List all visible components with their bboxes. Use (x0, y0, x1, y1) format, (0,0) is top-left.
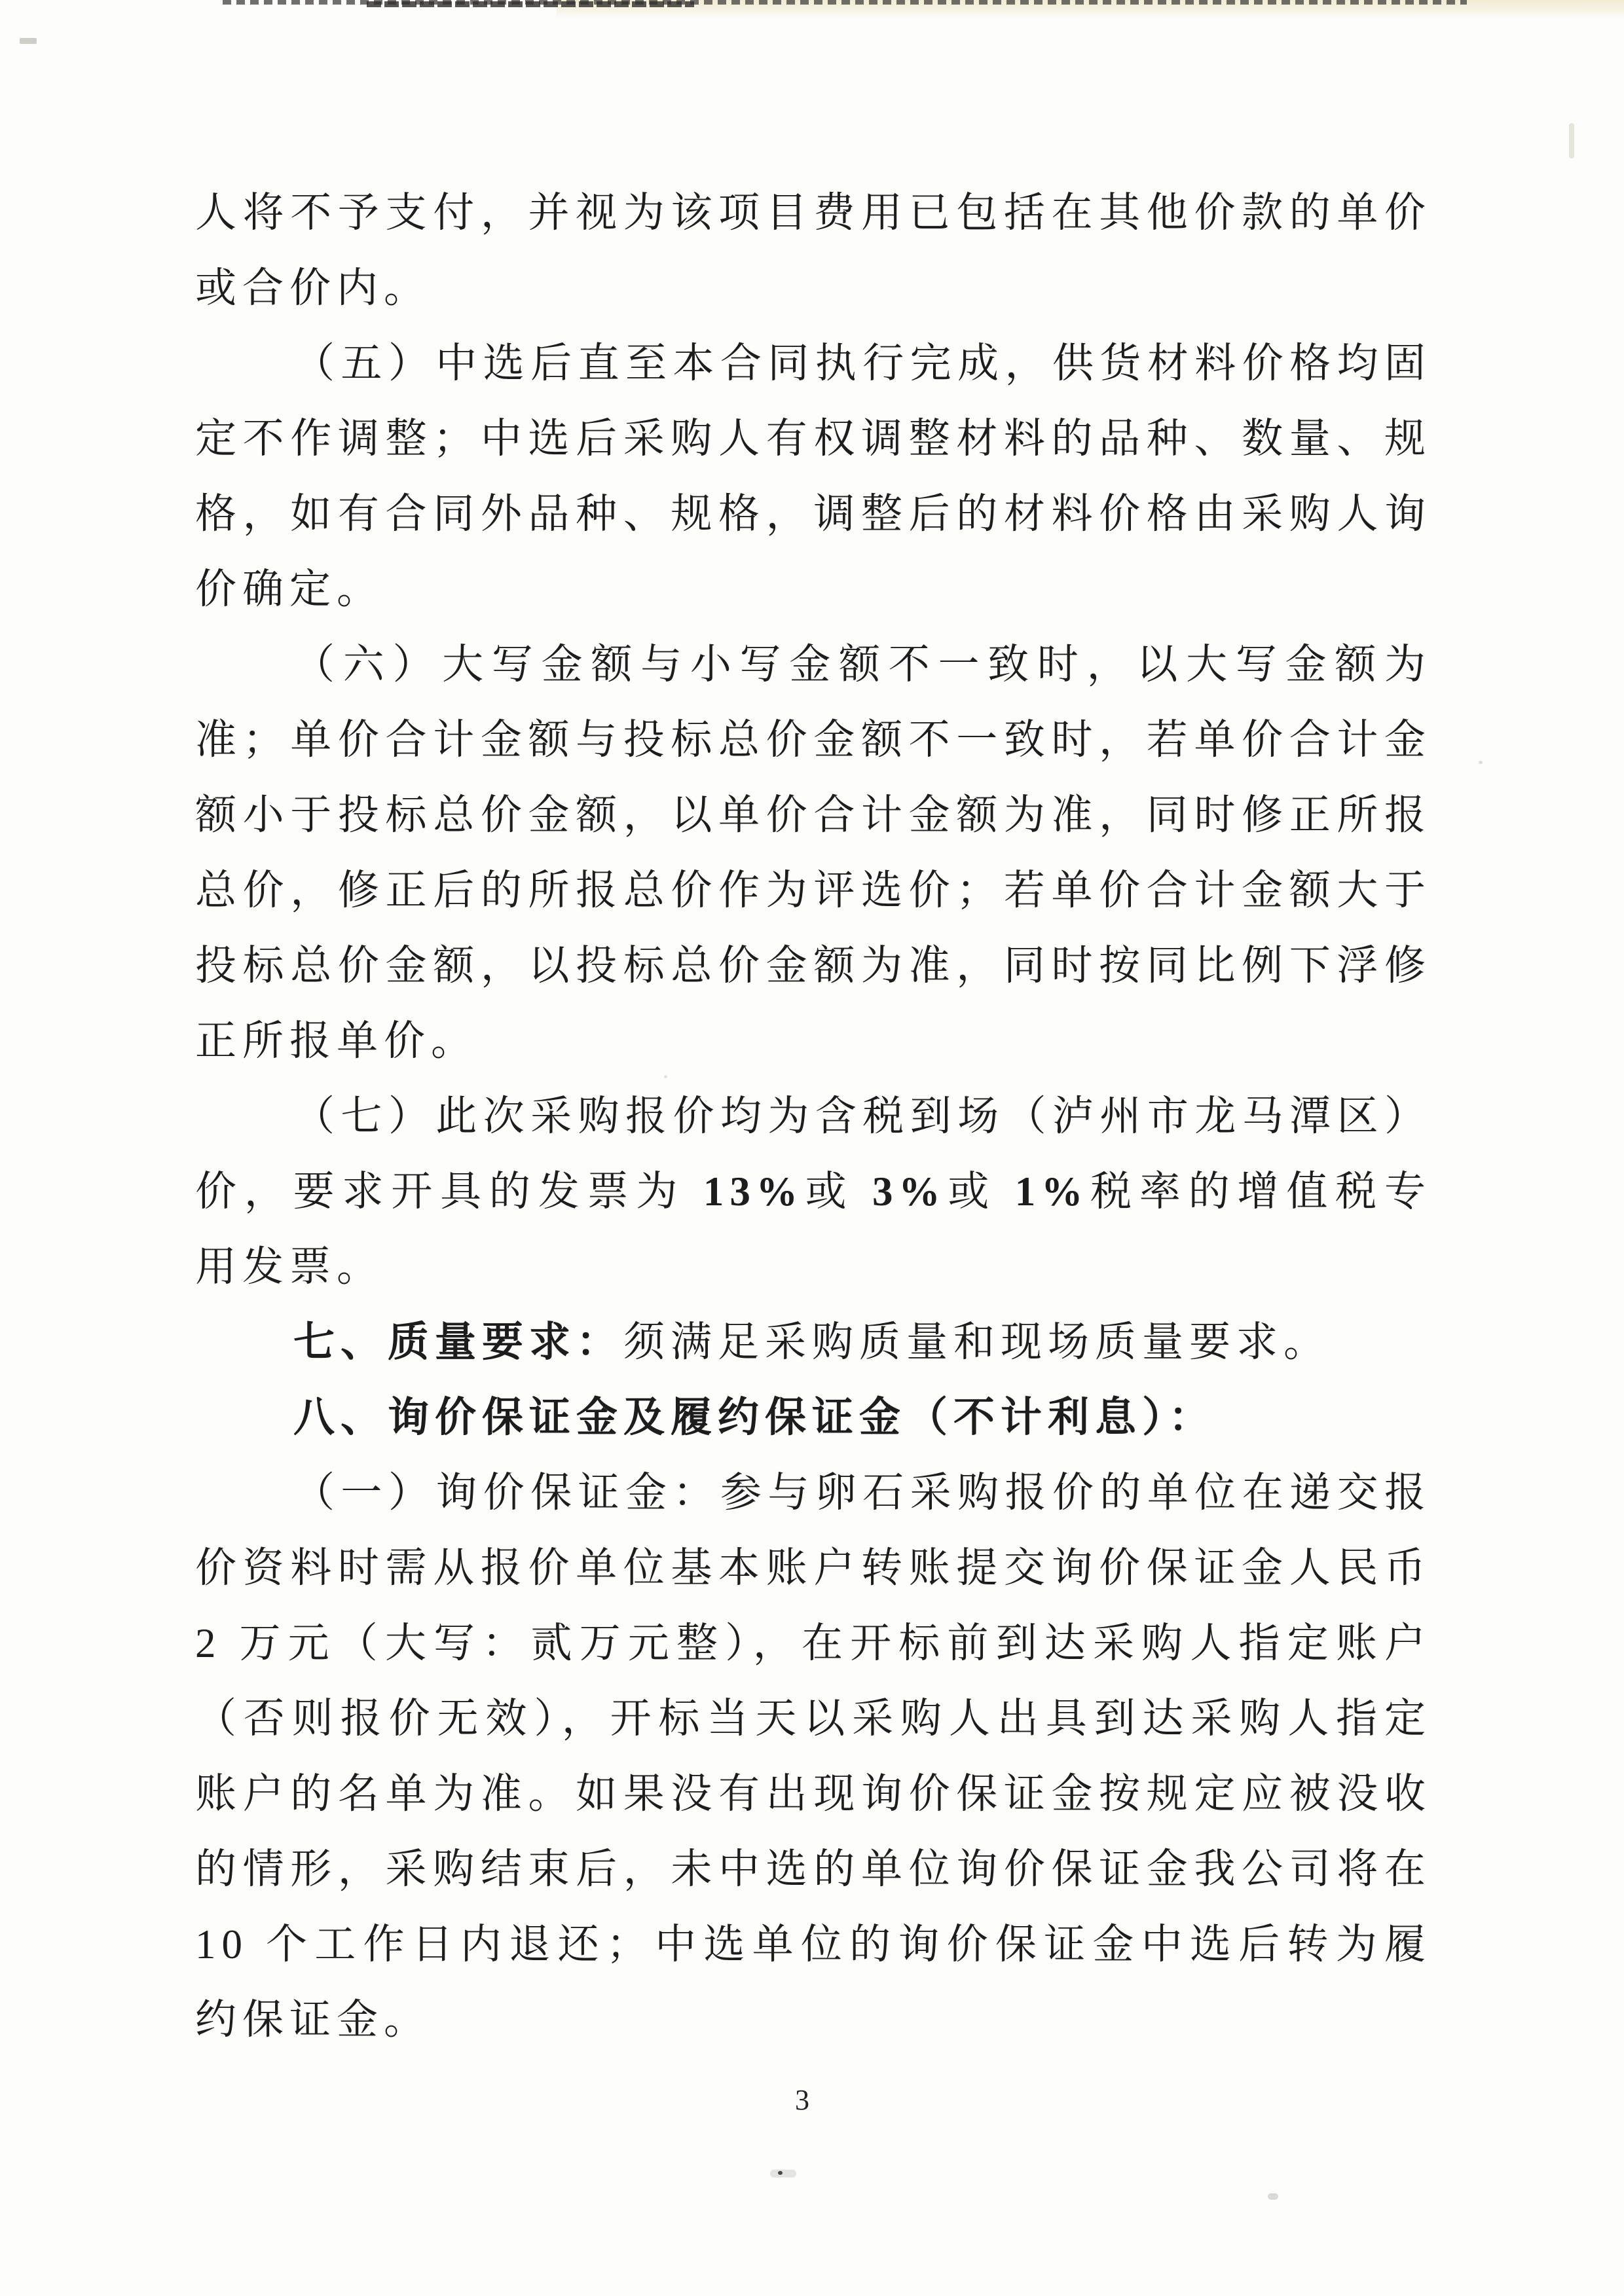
scan-artifact-right-smudge (1569, 123, 1574, 158)
text-segment: 2 (195, 1620, 222, 1666)
text-segment: 人将不予支付，并视为该项目费用已包括在其他价款的单价或合价内。 (195, 190, 1431, 311)
text-segment: （五）中选后直至本合同执行完成，供货材料价格均固定不作调整；中选后采购人有权调整材料的品种、数量、规格，如有合同外品种、规格，调整后的材料价格由采购人询价确定。 (195, 340, 1431, 612)
text-segment: （七）此次采购报价均为含税到场（泸州市龙马潭区）价，要求开具的发票为 (195, 1093, 1431, 1214)
text-segment: （一）询价保证金：参与卵石采购报价的单位在递交报价资料时需从报价单位基本账户转账提交询价保证金人民币 (195, 1470, 1431, 1591)
paragraph (195, 1380, 1431, 1455)
text-segment: 3% (872, 1169, 946, 1214)
text-segment: （六）大写金额与小写金额不一致时，以大写金额为准；单价合计金额与投标总价金额不一致时，若单价合计金额小于投标总价金额，以单价合计金额为准，同时修正所报总价，修正后的所报总价作为评选价；若单价合计金额大于投标总价金额，以投标总价金额为准，同时按同比例下浮修正所报单价。 (195, 642, 1431, 1064)
text-segment: 1% (1014, 1169, 1089, 1214)
text-segment: 或 (803, 1169, 873, 1214)
scan-artifact-smudge (1268, 2193, 1278, 2200)
text-segment: 10 (195, 1922, 248, 1967)
text-segment: 或 (946, 1169, 1015, 1214)
scan-artifact-left-tick (20, 38, 37, 44)
scan-artifact-top-hatch (367, 1, 694, 7)
scan-artifact-dot (778, 2171, 783, 2175)
text-segment: 八、询价保证金及履约保证金（不计利息）： (293, 1394, 1216, 1440)
scan-artifact-top-tint (557, 0, 1624, 20)
paragraph (195, 175, 1431, 326)
paragraph (195, 1305, 1431, 1380)
paragraph (195, 326, 1431, 627)
text-segment: 七、质量要求： (293, 1319, 623, 1365)
document-body (195, 175, 1431, 2058)
paragraph (195, 627, 1431, 1079)
text-segment: 须满足采购质量和现场质量要求。 (623, 1319, 1331, 1365)
page-number: 3 (795, 2084, 809, 2116)
text-segment: 13% (703, 1169, 803, 1214)
text-segment: 个工作日内退还；中选单位的询价保证金中选后转为履约保证金。 (195, 1922, 1431, 2043)
scan-artifact-speck (1479, 761, 1483, 764)
paragraph (195, 1079, 1431, 1305)
scan-artifact-smudge (770, 2170, 796, 2178)
text-segment: 万元（大写：贰万元整），在开标前到达采购人指定账户（否则报价无效），开标当天以采购人出具到达采购人指定账户的名单为准。如果没有出现询价保证金按规定应被没收的情形，采购结束后，未中选的单位询价保证金我公司将在 (195, 1620, 1431, 1892)
text-segment: 税率的增值税专用发票。 (195, 1169, 1432, 1290)
scan-artifact-top-hatch (223, 0, 1467, 5)
paragraph (195, 1455, 1431, 2058)
